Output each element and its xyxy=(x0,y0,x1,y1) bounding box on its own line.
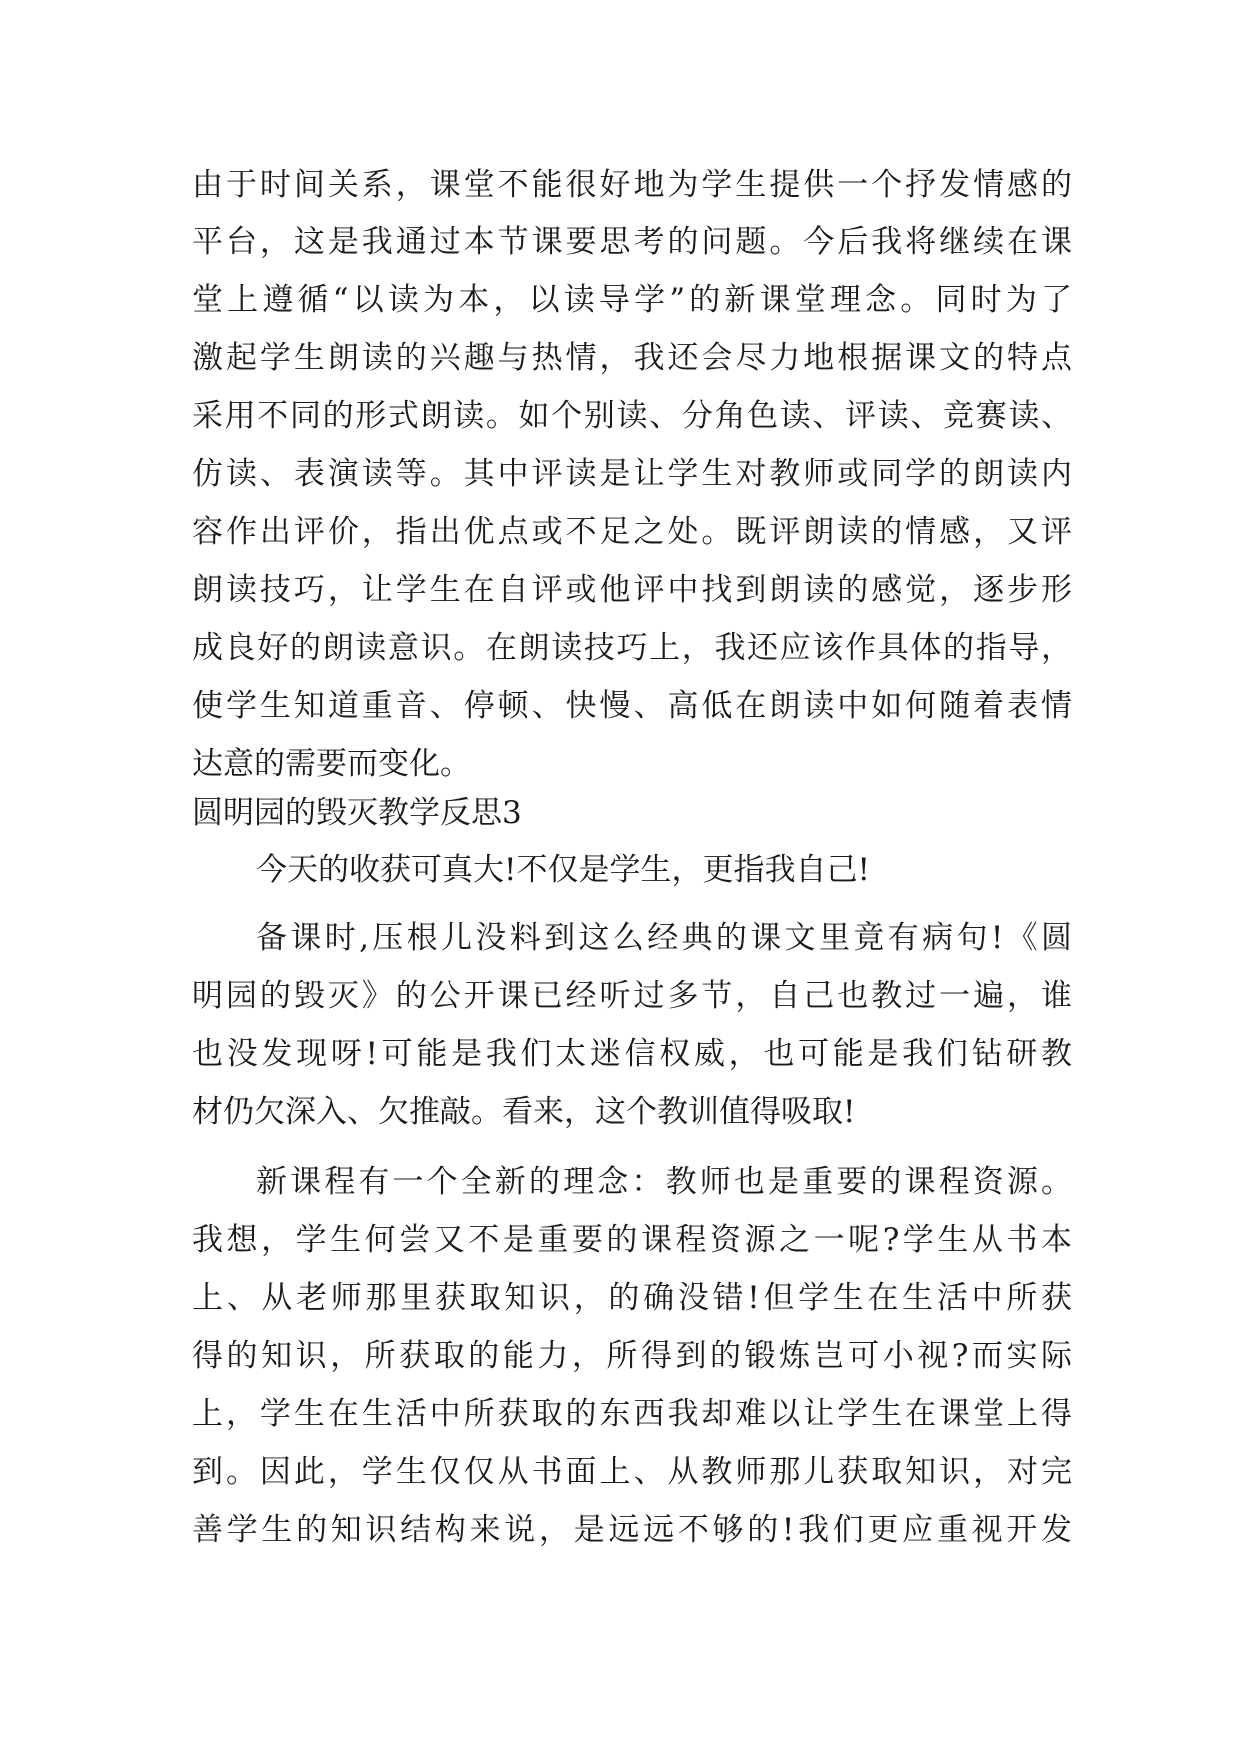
paragraph-line: 到。因此，学生仅仅从书面上、从教师那儿获取知识，对完 xyxy=(192,1454,1072,1490)
paragraph-line: 朗读技巧，让学生在自评或他评中找到朗读的感觉，逐步形 xyxy=(192,572,1072,608)
paragraph-line: 采用不同的形式朗读。如个别读、分角色读、评读、竞赛读、 xyxy=(192,398,1072,434)
paragraph-line: 今天的收获可真大!不仅是学生，更指我自己! xyxy=(256,852,870,888)
paragraph-line: 明园的毁灭》的公开课已经听过多节，自己也教过一遍，谁 xyxy=(192,978,1072,1014)
paragraph-line: 容作出评价，指出优点或不足之处。既评朗读的情感，又评 xyxy=(192,514,1072,550)
paragraph-line: 上、从老师那里获取知识，的确没错!但学生在生活中所获 xyxy=(192,1280,1072,1316)
paragraph-line: 材仍欠深入、欠推敲。看来，这个教训值得吸取! xyxy=(192,1094,856,1130)
paragraph-line: 善学生的知识结构来说，是远远不够的!我们更应重视开发 xyxy=(192,1512,1072,1548)
section-title: 圆明园的毁灭教学反思3 xyxy=(192,795,522,831)
paragraph-line: 上，学生在生活中所获取的东西我却难以让学生在课堂上得 xyxy=(192,1396,1072,1432)
paragraph-line: 我想，学生何尝又不是重要的课程资源之一呢?学生从书本 xyxy=(192,1222,1072,1258)
paragraph-line: 也没发现呀!可能是我们太迷信权威，也可能是我们钻研教 xyxy=(192,1036,1072,1072)
paragraph-line: 新课程有一个全新的理念：教师也是重要的课程资源。 xyxy=(256,1164,1072,1200)
paragraph-line: 成良好的朗读意识。在朗读技巧上，我还应该作具体的指导， xyxy=(192,630,1072,666)
paragraph-line: 堂上遵循“以读为本，以读导学”的新课堂理念。同时为了 xyxy=(192,282,1072,318)
paragraph-line: 备课时,压根儿没料到这么经典的课文里竟有病句!《圆 xyxy=(256,920,1072,956)
paragraph-line: 仿读、表演读等。其中评读是让学生对教师或同学的朗读内 xyxy=(192,456,1072,492)
paragraph-line: 由于时间关系，课堂不能很好地为学生提供一个抒发情感的 xyxy=(192,167,1072,203)
paragraph-line: 得的知识，所获取的能力，所得到的锻炼岂可小视?而实际 xyxy=(192,1338,1072,1374)
paragraph-line: 平台，这是我通过本节课要思考的问题。今后我将继续在课 xyxy=(192,224,1072,260)
paragraph-line: 使学生知道重音、停顿、快慢、高低在朗读中如何随着表情 xyxy=(192,688,1072,724)
paragraph-line: 达意的需要而变化。 xyxy=(192,746,471,782)
paragraph-line: 激起学生朗读的兴趣与热情，我还会尽力地根据课文的特点 xyxy=(192,340,1072,376)
